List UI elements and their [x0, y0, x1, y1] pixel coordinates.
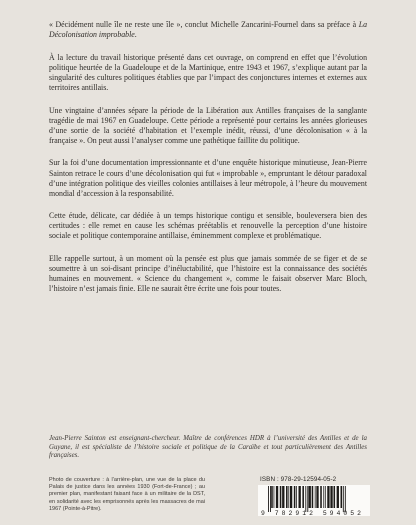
barcode-guard-bar	[345, 486, 346, 512]
barcode-bar	[320, 486, 322, 508]
barcode-bar	[341, 486, 343, 508]
barcode-bar	[330, 486, 332, 508]
barcode-bar	[288, 486, 289, 508]
barcode-bar	[286, 486, 288, 508]
barcode-bar	[315, 486, 316, 508]
barcode-guard-bar	[270, 486, 271, 512]
barcode-guard-bar	[305, 486, 306, 512]
barcode-bar	[282, 486, 284, 508]
barcode-bar	[290, 486, 292, 508]
barcode-bar	[276, 486, 278, 508]
barcode-bar	[299, 486, 301, 508]
blurb-paragraph-5: Cette étude, délicate, car dédiée à un temps historique contigu et sensible, bouleversera bien des certitudes : elle remet en cause les schémas préétablis et renouvelle la perception d’une histoire sociale et politique contemporaine antillaise, éminemment complexe et problématique.	[49, 211, 367, 241]
isbn-label: ISBN : 978-29-12594-05-2	[260, 476, 337, 483]
blurb-paragraph-1	[49, 20, 367, 40]
barcode-bar	[316, 486, 318, 508]
barcode-bar	[325, 486, 326, 508]
barcode-bar	[296, 486, 297, 508]
barcode-digits: 9 782912 594052	[261, 510, 361, 516]
barcode-graphic	[258, 485, 370, 516]
book-title: La Décolonisation improbable	[49, 20, 367, 40]
blurb-quote: « Décidément nulle île ne reste une île », conclut Michelle Zancarini-Fournel dans sa préface à	[49, 20, 359, 29]
isbn-block	[258, 476, 370, 516]
barcode-bar	[323, 486, 324, 508]
barcode-bar	[280, 486, 282, 508]
barcode-bar	[302, 486, 304, 508]
blurb-paragraph-2: À la lecture du travail historique présenté dans cet ouvrage, on comprend en effet que l’évolution politique heurtée de la Guadeloupe et de la Martinique, entre 1943 et 1967, s’explique autant par la singularité des cultures politiques établies que par l’impact des conjonctures internes et externes aux territoires antillais.	[49, 53, 367, 93]
barcode-bar	[334, 486, 336, 508]
barcode-guard-bar	[343, 486, 344, 512]
barcode-bar	[327, 486, 329, 508]
barcode-bar	[274, 486, 275, 508]
blurb-paragraph-6: Elle rappelle surtout, à un moment où la pensée est plus que jamais sommée de se figer et de se soumettre à un soi-disant principe d’inéluctabilité, que l’histoire est la connaissance des sociétés humaines en mouvement. « Science du changement », comme le faisait observer Marc Bloch, l’histoire n’est jamais finie. Elle ne saurait être écrite une fois pour toutes.	[49, 253, 367, 293]
barcode-bar	[271, 486, 273, 508]
cover-photo-credits: Photo de couverture : à l’arrière-plan, une vue de la place du Palais de justice dans les années 1930 (Fort-de-France) ; au premier plan, manifestant faisant face à un militaire de la DST, en solidarité avec les emprisonnés après les massacres de mai 1967 (Pointe-à-Pitre).	[49, 477, 205, 512]
author-bio: Jean-Pierre Sainton est enseignant-chercheur. Maître de conférences HDR à l’université des Antilles et de la Guyane, il est spécialiste de l’histoire sociale et politique de la Caraïbe et tout particulièrement des Antilles françaises.	[49, 435, 367, 460]
barcode-guard-bar	[268, 486, 269, 512]
blurb-paragraph-4: Sur la foi d’une documentation impressionnante et d’une enquête historique minutieuse, Jean-Pierre Sainton retrace le cours d’une décolonisation qui fut « improbable », empruntant le détour paradoxal d’une intégration politique des vieilles colonies antillaises à leur métropole, à l’heure du mouvement mondial d’accession à la responsabilité.	[49, 158, 367, 198]
barcode-bar	[337, 486, 339, 508]
barcode-bar	[294, 486, 296, 508]
blurb-quote-end: .	[134, 30, 137, 40]
barcode-bar	[309, 486, 311, 508]
blurb-paragraph-3: Une vingtaine d’années sépare la période de la Libération aux Antilles françaises de la sanglante tragédie de mai 1967 en Guadeloupe. Cette période a représenté pour certains les années glorieuses d’une sortie de la société d’habitation et l’exemple inédit, réussi, d’une décolonisation « à la française ». On peut aussi l’analyser comme une pathétique faillite du politique.	[49, 105, 367, 145]
barcode	[258, 485, 370, 516]
barcode-bar	[312, 486, 314, 508]
barcode-guard-bar	[307, 486, 308, 512]
blurb	[49, 20, 367, 306]
